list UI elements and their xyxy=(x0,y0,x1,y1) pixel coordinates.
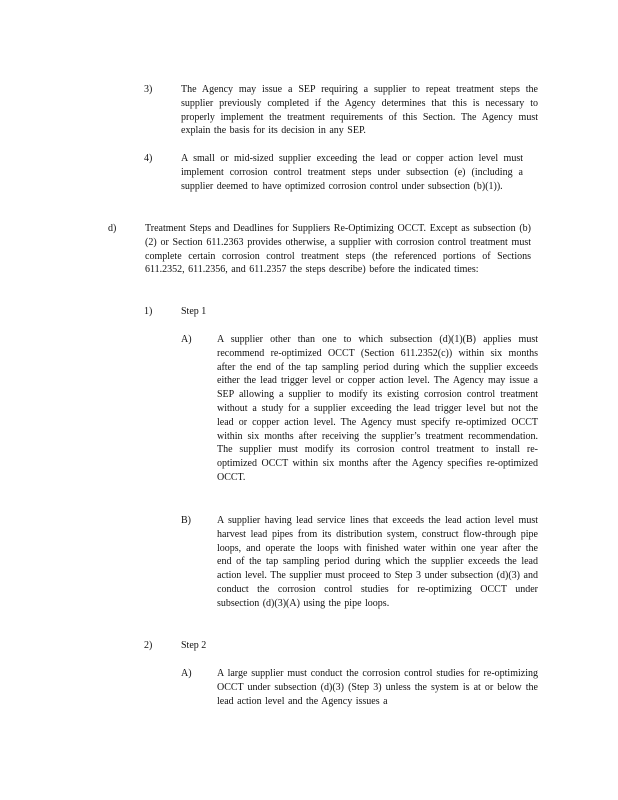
step-2-label: 2) xyxy=(144,640,153,651)
item-3-text: The Agency may issue a SEP requiring a supplier to repeat treatment steps the supplier previously completed if the Agency determines that this is necessary to properly implement the treatment requirements of this Section. The Agency must explain the basis for its decision in any SEP. xyxy=(181,84,538,137)
section-d-text: Treatment Steps and Deadlines for Suppliers Re-Optimizing OCCT. Except as subsection (b)(2) or Section 611.2363 provides otherwise, a supplier with corrosion control treatment must complete certain corrosion control treatment steps (the referenced portions of Sections 611.2352, 611.2356, and 611.2357 the steps describe) before the indicated times: xyxy=(145,223,531,276)
step-2-heading: Step 2 xyxy=(181,640,207,651)
item-4-text: A small or mid-sized supplier exceeding the lead or copper action level must implement corrosion control treatment steps under subsection (e) (including a supplier deemed to have optimized corrosion control under subsection (b)(1)). xyxy=(181,153,523,192)
step-2a-text: A large supplier must conduct the corrosion control studies for re-optimizing OCCT under subsection (d)(3) (Step 3) unless the system is at or below the lead action level and the Agency issues a xyxy=(217,668,538,707)
step-1-label: 1) xyxy=(144,306,153,317)
step-1a-label: A) xyxy=(181,334,192,345)
step-1a-text: A supplier other than one to which subsection (d)(1)(B) applies must recommend re-optimized OCCT (Section 611.2352(c)) within six months after the end of the tap sampling period during which the supplier exceeds either the lead trigger level or copper action level. The Agency may issue a SEP allowing a supplier to modify its existing corrosion control treatment without a study for a supplier exceeding the lead trigger level but not the lead or copper action level. The Agency must specify re-optimized OCCT within six months after receiving the supplier’s treatment recommendation. The supplier must modify its corrosion control treatment to install re-optimized OCCT within six months after the Agency specifies re-optimized OCCT. xyxy=(217,334,538,483)
step-2a-label: A) xyxy=(181,668,192,679)
step-1b-text: A supplier having lead service lines that exceeds the lead action level must harvest lead pipes from its distribution system, construct flow-through pipe loops, and operate the loops with finished water within one year after the end of the tap sampling period during which the supplier exceeds the lead action level. The supplier must proceed to Step 3 under subsection (d)(3) and conduct the corrosion control studies for re-optimizing OCCT under subsection (d)(3)(A) using the pipe loops. xyxy=(217,515,538,609)
step-1-heading: Step 1 xyxy=(181,306,207,317)
item-4-label: 4) xyxy=(144,153,153,164)
section-d-label: d) xyxy=(108,223,117,234)
item-3-label: 3) xyxy=(144,84,153,95)
step-1b-label: B) xyxy=(181,515,191,526)
